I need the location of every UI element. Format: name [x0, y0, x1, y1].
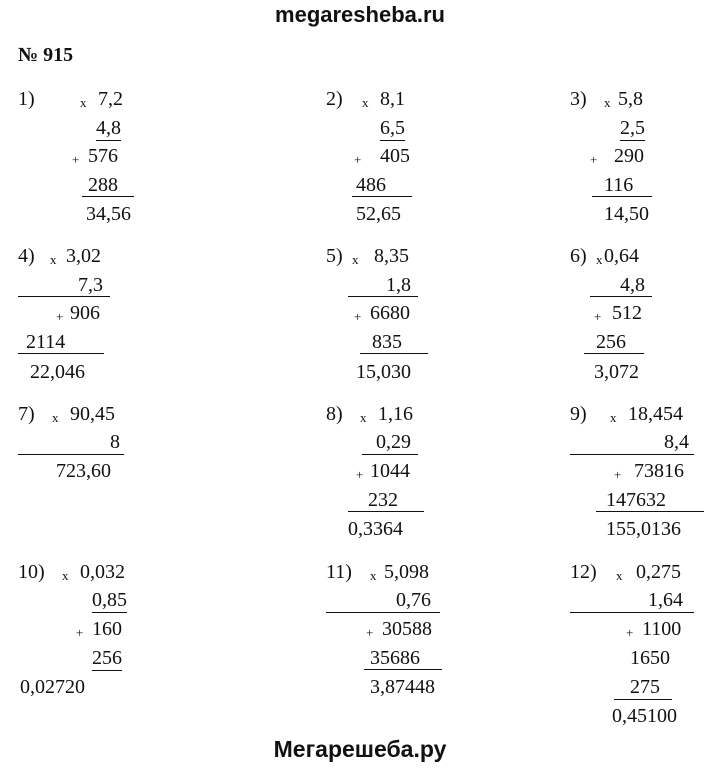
partial-product: 6680	[370, 302, 410, 324]
multiply-line	[362, 454, 418, 455]
product-result: 14,50	[604, 203, 649, 225]
multiplier: 1,8	[386, 274, 411, 296]
product-result: 0,02720	[20, 676, 85, 698]
problem-label: 4)	[18, 245, 35, 267]
multiplicand: 5,098	[384, 561, 429, 583]
multiply-line	[18, 296, 110, 297]
partial-product: 1650	[630, 647, 670, 669]
partial-product: 576	[88, 145, 118, 167]
partial-product: 2114	[26, 331, 66, 353]
multiplicand: 5,8	[618, 88, 643, 110]
partial-product: 35686	[370, 647, 420, 669]
partial-product: 290	[614, 145, 644, 167]
multiply-line	[570, 454, 694, 455]
sum-line	[614, 699, 672, 700]
product-result: 723,60	[56, 460, 111, 482]
multiplier: 4,8	[620, 274, 645, 296]
plus-sign: +	[76, 625, 84, 640]
plus-sign: +	[366, 625, 374, 640]
partial-product: 116	[604, 174, 634, 196]
multiplier: 0,29	[376, 431, 411, 453]
multiply-sign: x	[604, 95, 611, 110]
multiplicand: 7,2	[98, 88, 123, 110]
multiplicand: 3,02	[66, 245, 101, 267]
problem-label: 11)	[326, 561, 352, 583]
product-result: 0,45100	[612, 705, 677, 727]
partial-product: 256	[92, 647, 122, 669]
multiply-line	[570, 612, 694, 613]
product-result: 3,87448	[370, 676, 435, 698]
plus-sign: +	[354, 309, 362, 324]
product-result: 52,65	[356, 203, 401, 225]
multiplicand: 18,454	[628, 403, 683, 425]
multiply-sign: x	[352, 252, 359, 267]
problem-label: 1)	[18, 88, 35, 110]
multiply-line	[590, 296, 652, 297]
multiply-line	[18, 454, 124, 455]
partial-product: 160	[92, 618, 122, 640]
multiply-sign: x	[596, 252, 603, 267]
sum-line	[348, 511, 424, 512]
product-result: 22,046	[30, 361, 85, 383]
multiply-line	[326, 612, 440, 613]
plus-sign: +	[354, 152, 362, 167]
multiply-sign: x	[370, 568, 377, 583]
problem-label: 2)	[326, 88, 343, 110]
partial-product: 1100	[642, 618, 682, 640]
plus-sign: +	[356, 467, 364, 482]
sum-line	[584, 353, 644, 354]
site-footer-watermark: Мегарешеба.ру	[273, 736, 447, 762]
partial-product: 256	[596, 331, 626, 353]
multiplier: 8,4	[664, 431, 689, 453]
multiplicand: 8,35	[374, 245, 409, 267]
partial-product: 30588	[382, 618, 432, 640]
problem-label: 5)	[326, 245, 343, 267]
partial-product: 835	[372, 331, 402, 353]
multiply-sign: x	[62, 568, 69, 583]
problem-label: 6)	[570, 245, 587, 267]
problem-label: 3)	[570, 88, 587, 110]
product-result: 15,030	[356, 361, 411, 383]
problem-label: 9)	[570, 403, 587, 425]
partial-product: 486	[356, 174, 386, 196]
multiplicand: 0,032	[80, 561, 125, 583]
sum-line	[82, 196, 134, 197]
product-result: 155,0136	[606, 518, 681, 540]
exercise-number: № 915	[18, 44, 74, 66]
multiplier: 0,76	[396, 589, 431, 611]
partial-product: 405	[380, 145, 410, 167]
sum-line	[18, 353, 104, 354]
sum-line	[360, 353, 428, 354]
plus-sign: +	[72, 152, 80, 167]
multiplier: 4,8	[96, 117, 121, 139]
problem-label: 7)	[18, 403, 35, 425]
product-result: 0,3364	[348, 518, 403, 540]
multiplicand: 90,45	[70, 403, 115, 425]
multiplier: 2,5	[620, 117, 645, 139]
problem-label: 8)	[326, 403, 343, 425]
partial-product: 906	[70, 302, 100, 324]
sum-line	[592, 196, 652, 197]
multiply-line	[348, 296, 418, 297]
multiplicand: 8,1	[380, 88, 405, 110]
partial-product: 275	[630, 676, 660, 698]
plus-sign: +	[590, 152, 598, 167]
multiply-sign: x	[50, 252, 57, 267]
multiply-sign: x	[610, 410, 617, 425]
multiply-sign: x	[52, 410, 59, 425]
multiplier: 7,3	[78, 274, 103, 296]
multiplicand: 0,275	[636, 561, 681, 583]
sum-line	[596, 511, 704, 512]
plus-sign: +	[614, 467, 622, 482]
partial-product: 288	[88, 174, 118, 196]
multiply-sign: x	[616, 568, 623, 583]
plus-sign: +	[626, 625, 634, 640]
multiplier: 6,5	[380, 117, 405, 139]
multiplicand: 1,16	[378, 403, 413, 425]
product-result: 3,072	[594, 361, 639, 383]
problem-label: 12)	[570, 561, 597, 583]
site-header-watermark: megaresheba.ru	[275, 2, 445, 27]
partial-product: 73816	[634, 460, 684, 482]
multiply-sign: x	[80, 95, 87, 110]
partial-product: 1044	[370, 460, 410, 482]
multiplier: 8	[110, 431, 120, 453]
problem-label: 10)	[18, 561, 45, 583]
partial-product: 147632	[606, 489, 666, 511]
sum-line	[352, 196, 412, 197]
partial-product: 512	[612, 302, 642, 324]
multiplicand: 0,64	[604, 245, 639, 267]
multiply-sign: x	[360, 410, 367, 425]
plus-sign: +	[594, 309, 602, 324]
multiplier: 1,64	[648, 589, 683, 611]
plus-sign: +	[56, 309, 64, 324]
product-result: 34,56	[86, 203, 131, 225]
multiply-sign: x	[362, 95, 369, 110]
partial-product: 232	[368, 489, 398, 511]
sum-line	[364, 669, 442, 670]
multiplier: 0,85	[92, 589, 127, 611]
